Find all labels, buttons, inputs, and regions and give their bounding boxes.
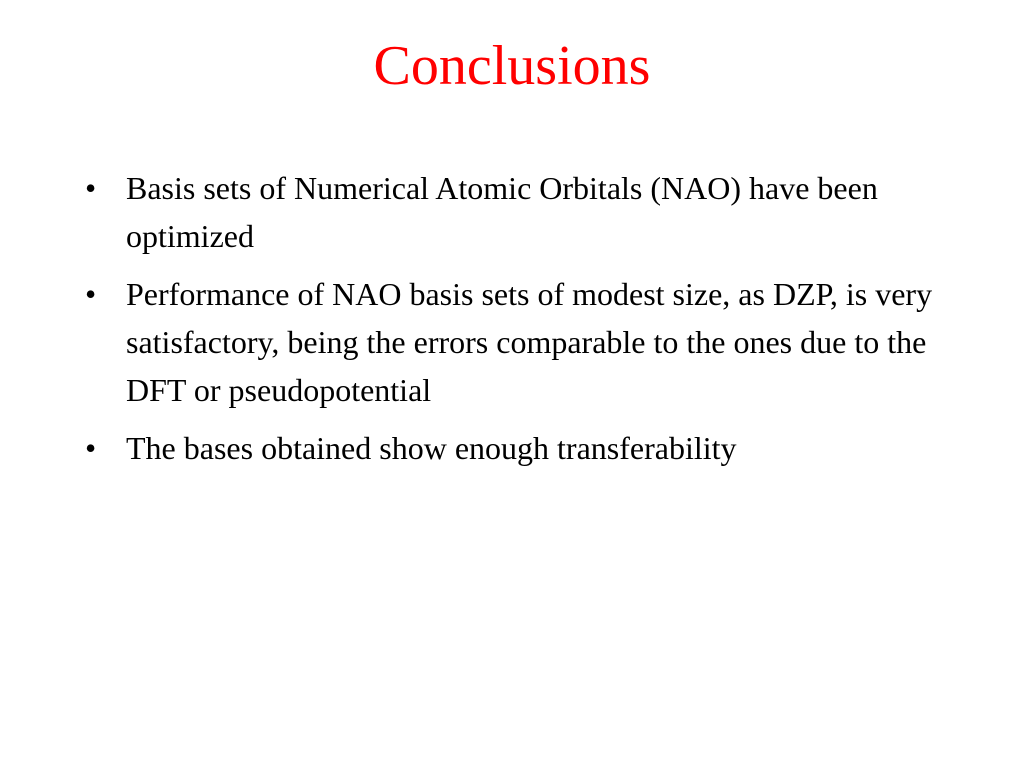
bullet-item [85, 270, 945, 414]
bullet-text: Performance of NAO basis sets of modest size, as DZP, is very satisfactory, being the errors comparable to the ones due to the DFT or pseudopotential [126, 276, 933, 408]
bullet-list [85, 164, 945, 482]
bullet-text: Basis sets of Numerical Atomic Orbitals (NAO) have been optimized [126, 170, 878, 254]
slide-title: Conclusions [373, 35, 651, 97]
bullet-text: The bases obtained show enough transferability [126, 430, 737, 466]
bullet-point-icon: • [85, 170, 97, 206]
bullet-point-icon: • [85, 276, 97, 312]
bullet-point-icon: • [85, 430, 97, 466]
bullet-item [85, 164, 945, 260]
bullet-item [85, 424, 945, 472]
